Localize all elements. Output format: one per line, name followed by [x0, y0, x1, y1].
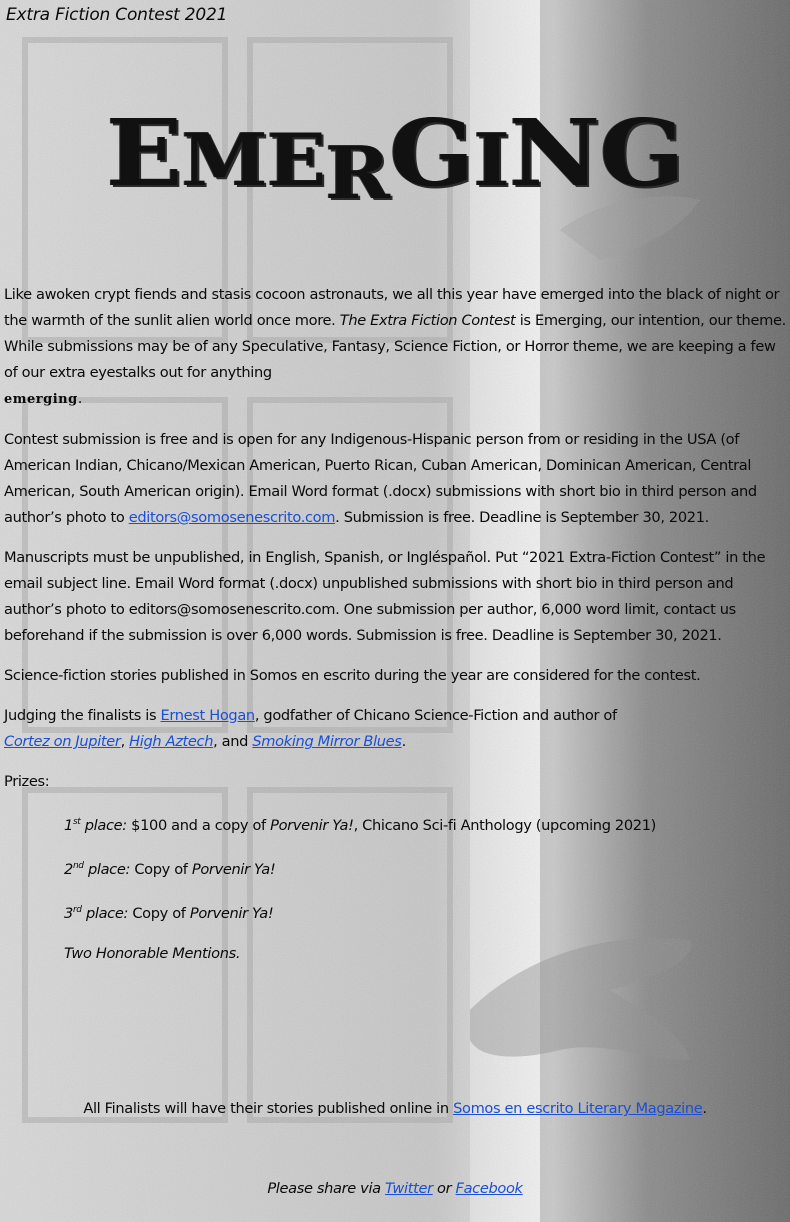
headline-letter-r: R: [325, 131, 390, 216]
headline-letters-me: ME: [181, 118, 326, 203]
magazine-link[interactable]: Somos en escrito Literary Magazine: [453, 1100, 703, 1117]
headline-emerging: [0, 98, 790, 216]
eligibility-paragraph: Contest submission is free and is open for any Indigenous-Hispanic person from or residing in the USA (of American Indian, Chicano/Mexican American, Puerto Rican, Cuban American, Dominican American, Central American, South American origin). Email Word format (.docx) submissions with short bio in third person and author’s photo to editors@somosenescrito.com. Submission is free. Deadline is September 30, 2021.: [4, 431, 757, 526]
emerging-word: emerging: [4, 392, 78, 407]
contest-name: The Extra Fiction Contest: [339, 312, 516, 329]
headline-letter-i: I: [473, 118, 509, 203]
intro-paragraph: Like awoken crypt fiends and stasis cocoon astronauts, we all this year have emerged into the black of night or the warmth of the sunlit alien world once more. The Extra Fiction Contest is Emerging, our intention, our theme. While submissions may be of any Speculative, Fantasy, Science Fiction, or Horror theme, we are keeping a few of our extra eyestalks out for anything emerging.: [4, 286, 786, 407]
headline-letter-g: G: [389, 98, 474, 208]
facebook-link[interactable]: Facebook: [455, 1180, 523, 1197]
book-link-high-aztech[interactable]: High Aztech: [129, 733, 214, 750]
headline-letter-e: E: [106, 98, 182, 208]
share-line: Please share via Twitter or Facebook: [267, 1180, 523, 1197]
manuscripts-paragraph: Manuscripts must be unpublished, in English, Spanish, or Ingléspañol. Put “2021 Extra-Fiction Contest” in the email subject line. Email Word format (.docx) unpublished submissions with short bio in third person and author’s photo to editors@somosenescrito.com. One submission per author, 6,000 word limit, contact us beforehand if the submission is over 6,000 words. Submission is free. Deadline is September 30, 2021.: [4, 549, 766, 644]
flyer-body: [4, 282, 786, 981]
book-link-smoking-mirror[interactable]: Smoking Mirror Blues: [252, 733, 402, 750]
twitter-link[interactable]: Twitter: [385, 1180, 433, 1197]
prizes-heading: Prizes:: [4, 773, 50, 790]
email-link[interactable]: editors@somosenescrito.com: [128, 509, 336, 526]
prizes-list: [64, 809, 786, 967]
prize-honorable: Two Honorable Mentions.: [64, 945, 241, 962]
book-link-cortez[interactable]: Cortez on Jupiter: [4, 733, 121, 750]
finalists-line: All Finalists will have their stories published online in Somos en escrito Literary Magazine.: [83, 1100, 707, 1117]
consideration-paragraph: Science-fiction stories published in Somos en escrito during the year are considered for the contest.: [4, 667, 701, 684]
contest-header: Extra Fiction Contest 2021: [6, 5, 228, 25]
prize-third: 3rd place: Copy of Porvenir Ya!: [64, 905, 274, 922]
judge-link[interactable]: Ernest Hogan: [160, 707, 255, 724]
judging-paragraph: Judging the finalists is Ernest Hogan, godfather of Chicano Science-Fiction and author of Cortez on Jupiter, High Aztech, and Smoking Mirror Blues.: [4, 707, 617, 750]
prize-second: 2nd place: Copy of Porvenir Ya!: [64, 861, 276, 878]
headline-letters-ng: NG: [508, 98, 684, 208]
prize-first: 1st place: $100 and a copy of Porvenir Ya!, Chicano Sci-fi Anthology (upcoming 2021): [64, 817, 656, 834]
